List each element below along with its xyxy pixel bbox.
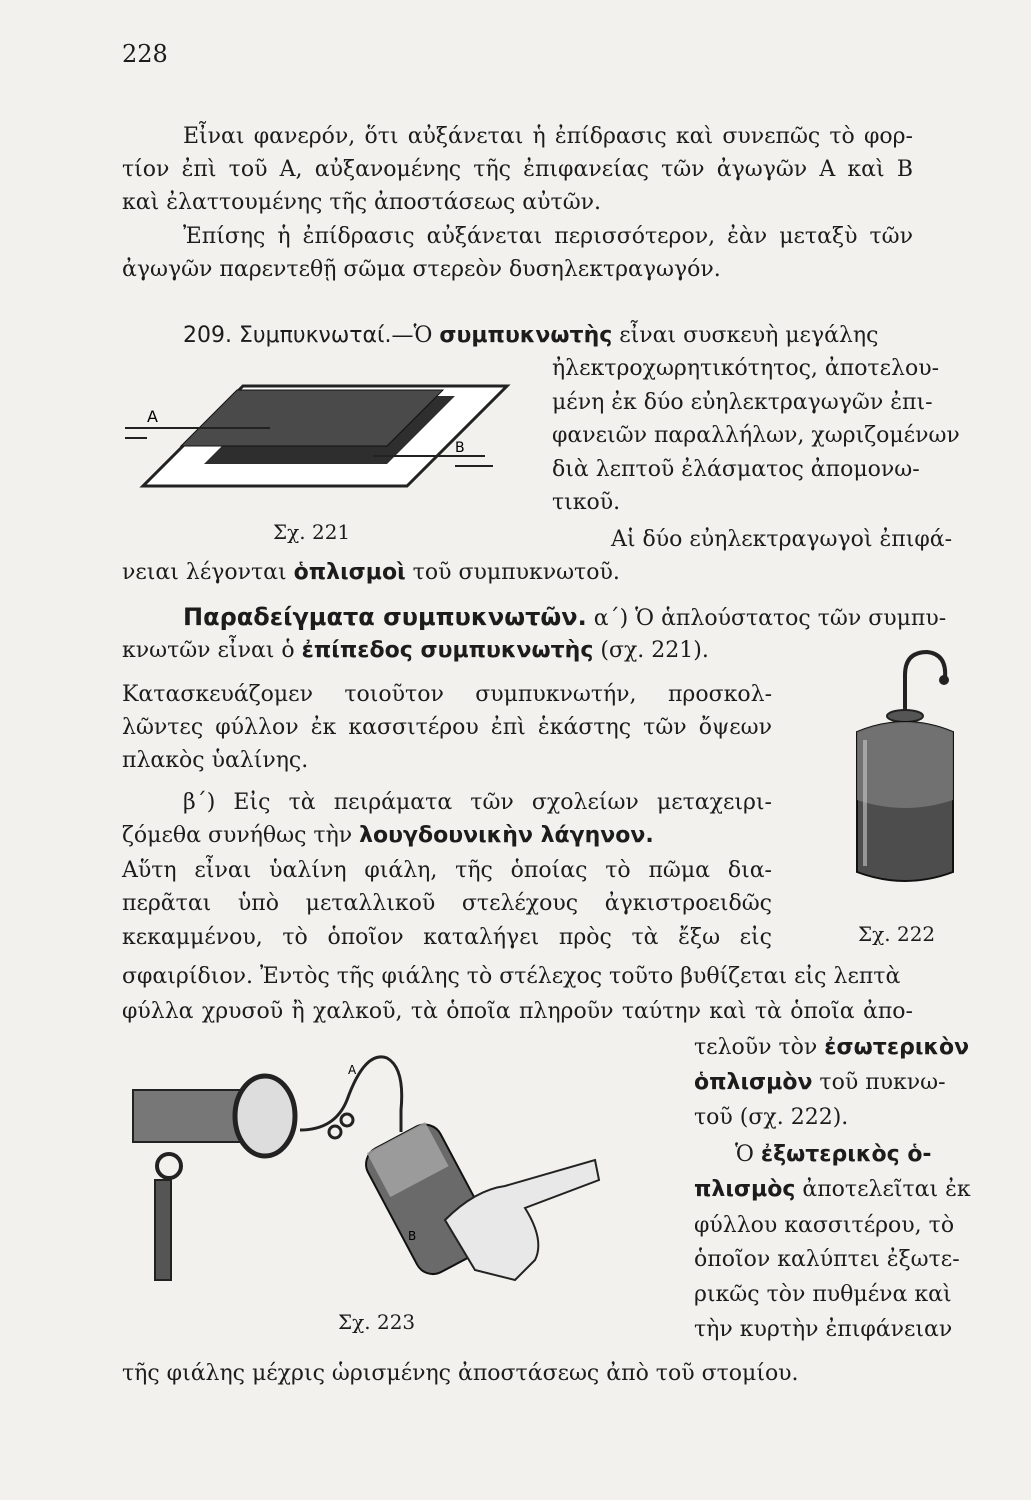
label-a: A — [147, 407, 158, 426]
examples-b-8 — [694, 1034, 969, 1062]
examples-b-10: τοῦ (σχ. 222). — [694, 1105, 849, 1130]
section-title: 209. Συμπυκνωταί. — [183, 323, 392, 348]
examples-c-2 — [694, 1176, 971, 1204]
examples-c-1 — [735, 1141, 932, 1169]
figure-222-leyden-jar — [835, 640, 975, 910]
section-line-2: ἠλεκτροχωρητικότητος, ἀποτελου- — [552, 356, 939, 381]
intro-line-3: καὶ ἐλαττουμένης τῆς ἀποστάσεως αὐτῶν. — [122, 190, 602, 215]
examples-c-5: ρικῶς τὸν πυθμένα καὶ — [694, 1282, 952, 1307]
jar-stopper — [887, 710, 923, 722]
section-term: συμπυκνωτὴς — [439, 323, 613, 348]
examples-heading-line — [183, 603, 946, 633]
intro-line-4: Ἐπίσης ἡ ἐπίδρασις αὐξάνεται περισσότερον, ἐὰν μεταξὺ τῶν — [183, 224, 913, 249]
section-dash: —Ὁ — [391, 323, 440, 348]
examples-b-6: σφαιρίδιον. Ἐντὸς τῆς φιάλης τὸ στέλεχος τοῦτο βυθίζεται εἰς λεπτὰ — [122, 964, 901, 989]
support-rod — [155, 1180, 171, 1280]
intro-line-2: τίον ἐπὶ τοῦ Α, αὐξανομένης τῆς ἐπιφανείας τῶν ἀγωγῶν Α καὶ Β — [122, 157, 913, 182]
section-line-8 — [122, 559, 620, 587]
examples-b-2 — [122, 822, 654, 850]
examples-c-1-pre: Ὁ — [735, 1142, 761, 1167]
examples-c-2-post: ἀποτελεῖται ἐκ — [795, 1177, 971, 1202]
examples-line-4: λῶντες φύλλον ἐκ κασσιτέρου ἐπὶ ἑκάστης τῶν ὄψεων — [122, 715, 772, 740]
term-oplismon: ὁπλισμὸν — [694, 1070, 813, 1095]
term-flat-capacitor: ἐπίπεδος συμπυκνωτὴς — [301, 638, 594, 663]
examples-line-2-post: (σχ. 221). — [593, 638, 709, 663]
link-2 — [341, 1114, 353, 1126]
section-line-3: μένη ἐκ δύο εὐηλεκτραγωγῶν ἐπι- — [552, 390, 933, 415]
section-line-4: φανειῶν παραλλήλων, χωριζομένων — [552, 423, 960, 448]
examples-line-2-pre: κνωτῶν εἶναι ὁ — [122, 638, 302, 663]
term-leyden-jar: λουγδουνικὴν λάγηνον. — [359, 823, 654, 848]
section-line-8-pre: νειαι λέγονται — [122, 560, 294, 585]
examples-b-4: περᾶται ὑπὸ μεταλλικοῦ στελέχους ἀγκιστροειδῶς — [122, 891, 772, 916]
examples-line-2 — [122, 637, 709, 665]
examples-line-5: πλακὸς ὑαλίνης. — [122, 748, 309, 773]
label-a: A — [348, 1063, 357, 1077]
conductor-ring — [235, 1076, 295, 1156]
intro-line-1: Εἶναι φανερόν, ὅτι αὐξάνεται ἡ ἐπίδρασις καὶ συνεπῶς τὸ φορ- — [183, 124, 913, 149]
examples-c-3: φύλλου κασσιτέρου, τὸ — [694, 1213, 955, 1238]
figure-222-caption: Σχ. 222 — [858, 922, 936, 946]
examples-c-4: ὁποῖον καλύπτει ἐξωτε- — [694, 1247, 960, 1272]
examples-a-rest: α΄) Ὁ ἁπλούστατος τῶν συμπυ- — [586, 606, 947, 631]
label-b: B — [455, 440, 465, 456]
term-plismos: πλισμὸς — [694, 1177, 796, 1202]
figure-223-caption: Σχ. 223 — [338, 1310, 416, 1334]
term-outer-coating: ἐξωτερικὸς ὁ- — [760, 1142, 932, 1167]
jar-hook — [905, 652, 945, 718]
examples-b-8-pre: τελοῦν τὸν — [694, 1035, 825, 1060]
figure-223-experiment — [125, 1040, 610, 1300]
intro-line-5: ἀγωγῶν παρεντεθῇ σῶμα στερεὸν δυσηλεκτραγωγόν. — [122, 257, 721, 282]
section-line-8-post: τοῦ συμπυκνωτοῦ. — [405, 560, 620, 585]
hand — [445, 1160, 599, 1280]
page-number: 228 — [122, 40, 168, 68]
examples-b-1: β΄) Εἰς τὰ πειράματα τῶν σχολείων μεταχειρι- — [183, 790, 772, 815]
link-1 — [329, 1126, 341, 1138]
label-b: B — [408, 1229, 417, 1243]
section-line-7: Αἱ δύο εὐηλεκτραγωγοὶ ἐπιφά- — [611, 527, 953, 552]
examples-b-5: κεκαμμένου, τὸ ὁποῖον καταλήγει πρὸς τὰ ἔξω εἰς — [122, 925, 772, 950]
examples-c-6: τὴν κυρτὴν ἐπιφάνειαν — [694, 1317, 953, 1342]
jar-foil-leaves — [857, 722, 953, 808]
term-oplismoi: ὁπλισμοὶ — [293, 560, 406, 585]
jar-knob — [939, 675, 949, 685]
examples-c-7: τῆς φιάλης μέχρις ὡρισμένης ἀποστάσεως ἀπὸ τοῦ στομίου. — [122, 1361, 799, 1386]
section-rest: εἶναι συσκευὴ μεγάλης — [612, 323, 879, 348]
examples-b-9-post: τοῦ πυκνω- — [812, 1070, 946, 1095]
examples-b-7: φύλλα χρυσοῦ ἢ χαλκοῦ, τὰ ὁποῖα πληροῦν ταύτην καὶ τὰ ὁποῖα ἀπο- — [122, 999, 913, 1024]
examples-b-2-pre: ζόμεθα συνήθως τὴν — [122, 823, 360, 848]
figure-221-caption: Σχ. 221 — [273, 520, 351, 544]
figure-221-flat-capacitor — [125, 372, 515, 502]
examples-line-3: Κατασκευάζομεν τοιοῦτον συμπυκνωτήν, προσκολ- — [122, 682, 772, 707]
hanging-ring — [157, 1154, 181, 1178]
examples-b-3: Αὕτη εἶναι ὑαλίνη φιάλη, τῆς ὁποίας τὸ πῶμα δια- — [122, 858, 772, 883]
section-line-5: διὰ λεπτοῦ ἐλάσματος ἀπομονω- — [552, 457, 920, 482]
examples-heading: Παραδείγματα συμπυκνωτῶν. — [183, 603, 587, 631]
term-inner-coating: ἐσωτερικὸν — [824, 1035, 970, 1060]
section-heading-line — [183, 322, 878, 350]
section-line-6: τικοῦ. — [552, 490, 621, 515]
examples-b-9 — [694, 1069, 946, 1097]
